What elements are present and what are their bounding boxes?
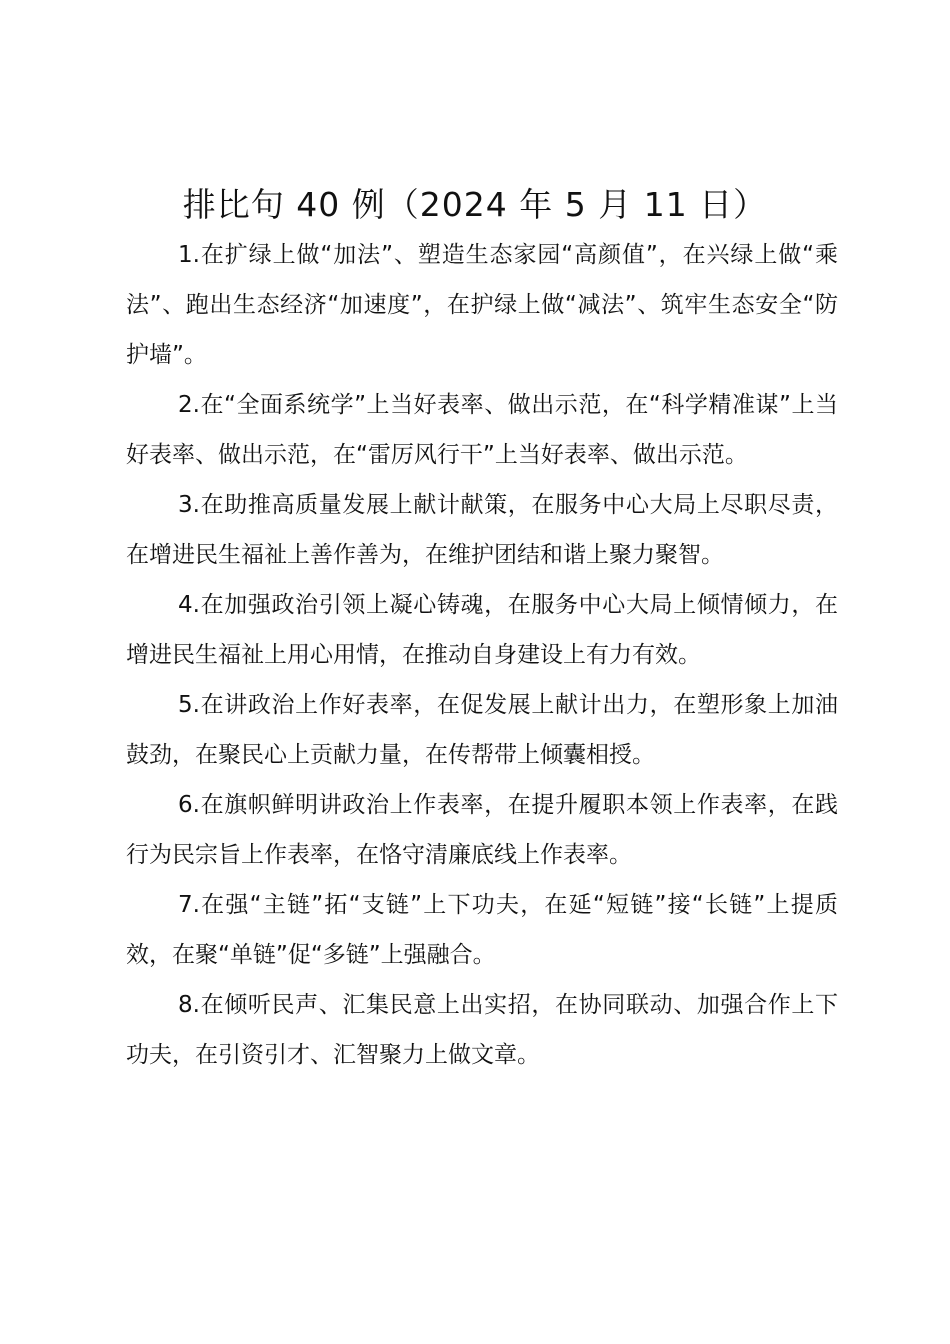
paragraph-3: 3.在助推高质量发展上献计献策，在服务中心大局上尽职尽责，在增进民生福祉上善作善为，在维护团结和谐上聚力聚智。 — [126, 492, 838, 568]
document-title: 排比句 40 例（2024 年 5 月 11 日） — [182, 185, 768, 224]
paragraph-1: 1.在扩绿上做“加法”、塑造生态家园“高颜值”，在兴绿上做“乘法”、跑出生态经济“加速度”，在护绿上做“减法”、筑牢生态安全“防护墙”。 — [126, 242, 838, 368]
paragraph-7: 7.在强“主链”拓“支链”上下功夫，在延“短链”接“长链”上提质效，在聚“单链”促“多链”上强融合。 — [126, 892, 838, 968]
paragraph-4: 4.在加强政治引领上凝心铸魂，在服务中心大局上倾情倾力，在增进民生福祉上用心用情，在推动自身建设上有力有效。 — [126, 592, 838, 668]
document-body — [126, 230, 838, 1080]
paragraph-6: 6.在旗帜鲜明讲政治上作表率，在提升履职本领上作表率，在践行为民宗旨上作表率，在恪守清廉底线上作表率。 — [126, 792, 838, 868]
paragraph-5: 5.在讲政治上作好表率，在促发展上献计出力，在塑形象上加油鼓劲，在聚民心上贡献力量，在传帮带上倾囊相授。 — [126, 692, 838, 768]
paragraph-2: 2.在“全面系统学”上当好表率、做出示范，在“科学精准谋”上当好表率、做出示范，在“雷厉风行干”上当好表率、做出示范。 — [126, 392, 838, 468]
paragraph-8: 8.在倾听民声、汇集民意上出实招，在协同联动、加强合作上下功夫，在引资引才、汇智聚力上做文章。 — [126, 992, 838, 1068]
